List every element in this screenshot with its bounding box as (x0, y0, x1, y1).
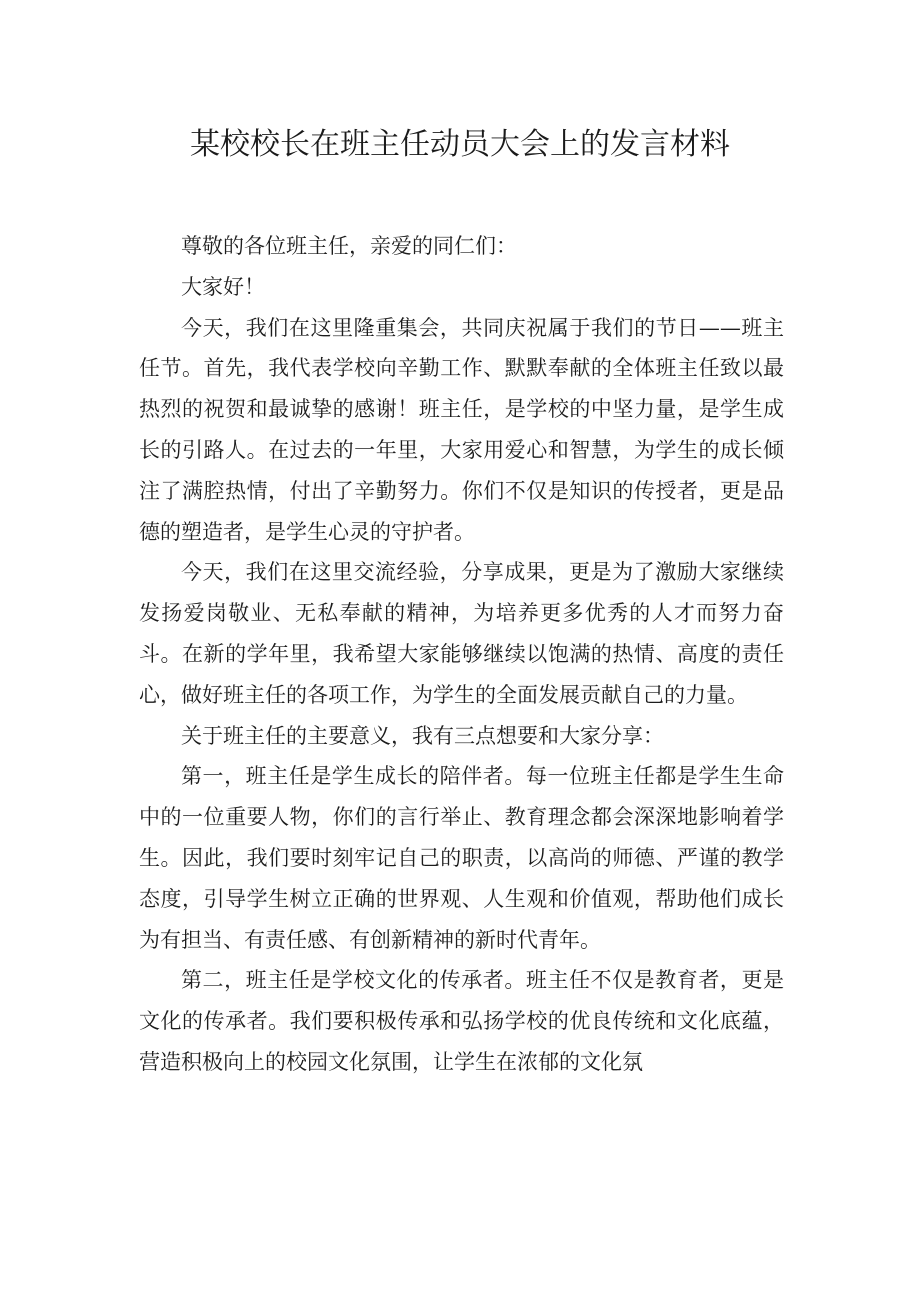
paragraph-point-one: 第一，班主任是学生成长的陪伴者。每一位班主任都是学生生命中的一位重要人物，你们的言行举止、教育理念都会深深地影响着学生。因此，我们要时刻牢记自己的职责，以高尚的师德、严谨的教学态度，引导学生树立正确的世界观、人生观和价值观，帮助他们成长为有担当、有责任感、有创新精神的新时代青年。 (139, 764, 784, 952)
salutation: 尊敬的各位班主任，亲爱的同仁们： (181, 234, 517, 258)
greeting: 大家好！ (181, 274, 265, 299)
document-title: 某校校长在班主任动员大会上的发言材料 (190, 127, 730, 162)
paragraph-point-two: 第二，班主任是学校文化的传承者。班主任不仅是教育者，更是文化的传承者。我们要积极传承和弘扬学校的优良传统和文化底蕴，营造积极向上的校园文化氛围，让学生在浓郁的文化氛 (139, 968, 784, 1074)
paragraph-encouragement: 今天，我们在这里交流经验，分享成果，更是为了激励大家继续发扬爱岗敬业、无私奉献的精神，为培养更多优秀的人才而努力奋斗。在新的学年里，我希望大家能够继续以饱满的热情、高度的责任心，做好班主任的各项工作，为学生的全面发展贡献自己的力量。 (139, 560, 784, 707)
document-body (139, 226, 784, 1083)
paragraph-opening: 今天，我们在这里隆重集会，共同庆祝属于我们的节日——班主任节。首先，我代表学校向辛勤工作、默默奉献的全体班主任致以最热烈的祝贺和最诚挚的感谢！班主任，是学校的中坚力量，是学生成长的引路人。在过去的一年里，大家用爱心和智慧，为学生的成长倾注了满腔热情，付出了辛勤努力。你们不仅是知识的传授者，更是品德的塑造者，是学生心灵的守护者。 (139, 315, 784, 544)
paragraph-three-points-intro: 关于班主任的主要意义，我有三点想要和大家分享： (181, 723, 664, 748)
